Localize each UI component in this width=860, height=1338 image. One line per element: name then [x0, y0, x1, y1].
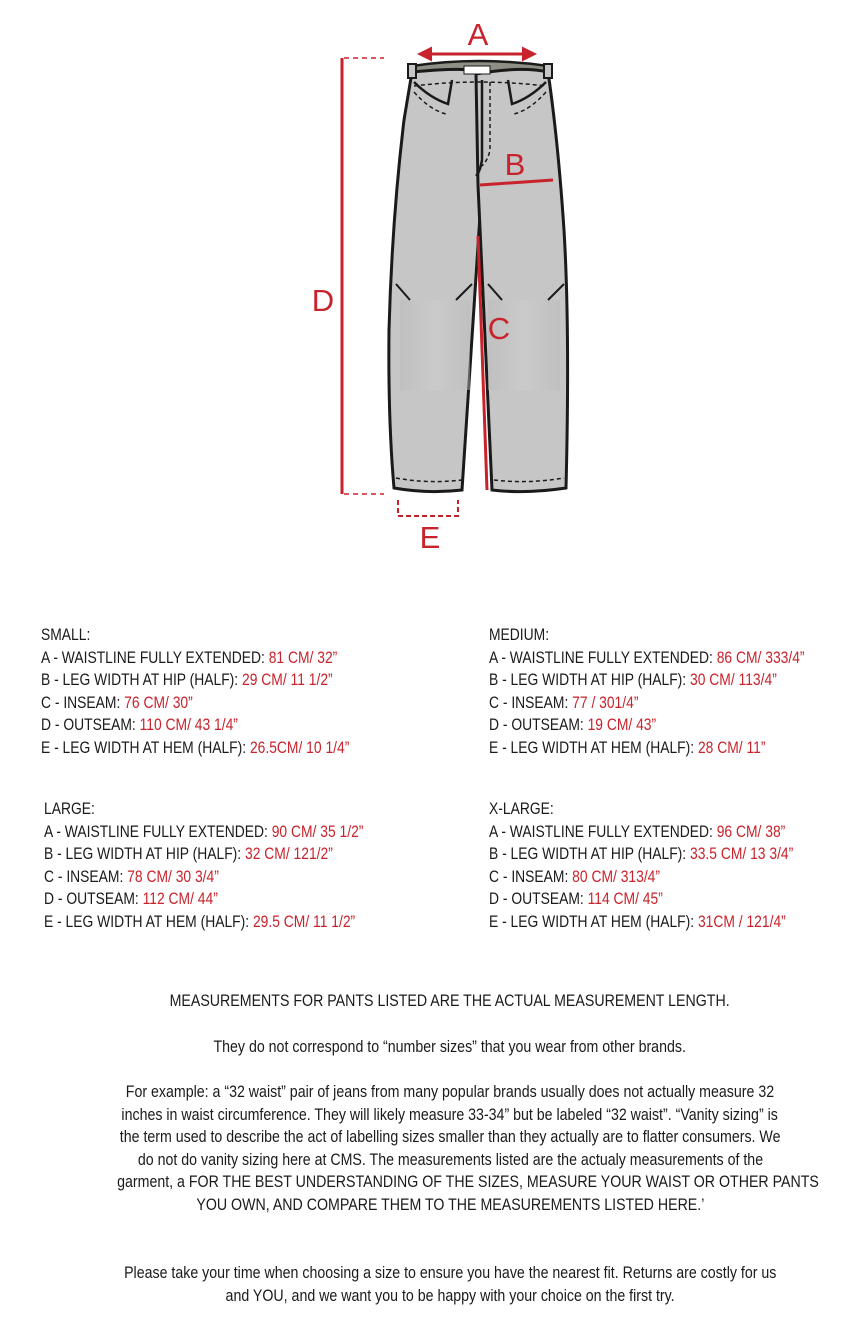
measurement-row-d	[44, 888, 363, 911]
measurement-row-b	[41, 669, 349, 692]
measurement-label: C - INSEAM:	[489, 867, 573, 886]
measurement-label: A - WAISTLINE FULLY EXTENDED:	[41, 648, 269, 667]
belt-loop-left	[408, 64, 416, 78]
size-title-medium: MEDIUM:	[489, 626, 550, 644]
measurement-value: 112 CM/ 44”	[142, 890, 218, 909]
knee-shade-left	[400, 300, 470, 390]
size-title-small: SMALL:	[41, 626, 91, 644]
measurement-row-c	[44, 866, 363, 889]
measurement-row-a	[489, 821, 793, 844]
measurement-value: 78 CM/ 30 3/4”	[127, 867, 219, 886]
measurement-label: D - OUTSEAM:	[41, 716, 140, 735]
measurement-value: 81 CM/ 32”	[268, 648, 338, 667]
measurement-row-e	[44, 911, 363, 934]
measurement-row-e	[41, 737, 349, 760]
measurement-label: B - LEG WIDTH AT HIP (HALF):	[489, 845, 691, 864]
measurement-value: 80 CM/ 313/4”	[572, 867, 661, 886]
closing-line: Please take your time when choosing a size to ensure you have the nearest fit. Returns are costly for us	[123, 1264, 777, 1282]
size-title-xlarge: X-LARGE:	[489, 800, 554, 818]
measurement-value: 32 CM/ 121/2”	[245, 845, 333, 864]
label-a: A	[467, 17, 489, 52]
pants-left-leg	[389, 69, 482, 491]
measurement-label: E - LEG WIDTH AT HEM (HALF):	[489, 912, 698, 931]
measurement-row-b	[489, 843, 793, 866]
measurement-value: 29 CM/ 11 1/2”	[242, 671, 333, 690]
measurement-label: B - LEG WIDTH AT HIP (HALF):	[44, 845, 246, 864]
closing-line: and YOU, and we want you to be happy with your choice on the first try.	[225, 1286, 675, 1305]
measurement-value: 31CM / 121/4”	[697, 912, 786, 931]
measurement-label: E - LEG WIDTH AT HEM (HALF):	[44, 912, 253, 931]
guide-e-hem-bracket	[398, 500, 458, 516]
closing-paragraph	[60, 1262, 840, 1307]
example-line: the term used to describe the act of labelling sizes smaller than they actually are to flatter consumers. We	[119, 1128, 781, 1147]
waistband-tag	[464, 66, 490, 74]
measurement-label: E - LEG WIDTH AT HEM (HALF):	[41, 738, 250, 757]
measurement-row-a	[44, 821, 363, 844]
measurement-row-d	[489, 888, 793, 911]
measurement-label: A - WAISTLINE FULLY EXTENDED:	[44, 822, 272, 841]
label-d: D	[311, 283, 335, 318]
measurement-label: B - LEG WIDTH AT HIP (HALF):	[489, 671, 691, 690]
measurement-value: 90 CM/ 35 1/2”	[271, 822, 364, 841]
heading-text: MEASUREMENTS FOR PANTS LISTED ARE THE ACTUAL MEASUREMENT LENGTH.	[169, 992, 731, 1010]
measurement-label: C - INSEAM:	[44, 867, 128, 886]
measurement-label: A - WAISTLINE FULLY EXTENDED:	[489, 648, 717, 667]
pants-measurement-diagram	[0, 0, 860, 560]
measurement-label: D - OUTSEAM:	[489, 890, 588, 909]
size-title-large: LARGE:	[44, 800, 95, 818]
measurement-label: C - INSEAM:	[489, 693, 573, 712]
label-e: E	[419, 520, 441, 555]
example-line: garment, a FOR THE BEST UNDERSTANDING OF THE SIZES, MEASURE YOUR WAIST OR OTHER PANTS	[117, 1173, 819, 1192]
measurement-row-e	[489, 911, 793, 934]
measurement-value: 29.5 CM/ 11 1/2”	[252, 912, 356, 931]
size-block-medium	[489, 624, 805, 760]
size-block-small	[41, 624, 349, 760]
measurement-value: 76 CM/ 30”	[124, 693, 193, 712]
measurement-heading	[60, 990, 840, 1013]
measurement-label: B - LEG WIDTH AT HIP (HALF):	[41, 671, 243, 690]
disclaimer-text: They do not correspond to “number sizes” that you wear from other brands.	[213, 1038, 687, 1056]
size-block-large	[44, 798, 363, 934]
example-line: For example: a “32 waist” pair of jeans from many popular brands usually does not actually measure 32	[125, 1083, 775, 1101]
measurement-row-e	[489, 737, 805, 760]
measurement-row-d	[489, 714, 805, 737]
measurement-value: 30 CM/ 113/4”	[690, 671, 777, 690]
example-line: YOU OWN, AND COMPARE THEM TO THE MEASUREMENTS LISTED HERE.’	[195, 1195, 705, 1214]
example-line: do not do vanity sizing here at CMS. The measurements listed are the actualy measurements of the	[137, 1150, 763, 1169]
measurement-row-d	[41, 714, 349, 737]
belt-loop-right	[544, 64, 552, 78]
size-block-xlarge	[489, 798, 793, 934]
measurement-row-b	[489, 669, 805, 692]
measurement-value: 114 CM/ 45”	[587, 890, 663, 909]
measurement-row-c	[489, 866, 793, 889]
measurement-label: A - WAISTLINE FULLY EXTENDED:	[489, 822, 717, 841]
vanity-disclaimer	[60, 1036, 840, 1059]
example-line: inches in waist circumference. They will likely measure 33-34” but be labeled “32 waist”. “Vanity sizing” is	[121, 1105, 779, 1124]
measurement-label: D - OUTSEAM:	[489, 716, 588, 735]
measurement-row-b	[44, 843, 363, 866]
measurement-row-a	[41, 647, 349, 670]
measurement-value: 33.5 CM/ 13 3/4”	[690, 845, 794, 864]
measurement-value: 77 / 301/4”	[572, 693, 639, 712]
measurement-row-a	[489, 647, 805, 670]
label-b: B	[504, 147, 526, 182]
measurement-value: 28 CM/ 11”	[697, 738, 766, 757]
measurement-label: D - OUTSEAM:	[44, 890, 143, 909]
measurement-value: 110 CM/ 43 1/4”	[139, 716, 238, 735]
measurement-row-c	[489, 692, 805, 715]
measurement-row-c	[41, 692, 349, 715]
measurement-value: 86 CM/ 333/4”	[716, 648, 805, 667]
measurement-label: C - INSEAM:	[41, 693, 125, 712]
measurement-value: 96 CM/ 38”	[716, 822, 786, 841]
measurement-value: 19 CM/ 43”	[587, 716, 657, 735]
measurement-label: E - LEG WIDTH AT HEM (HALF):	[489, 738, 698, 757]
example-paragraph	[60, 1081, 840, 1217]
label-c: C	[487, 311, 511, 346]
measurement-value: 26.5CM/ 10 1/4”	[249, 738, 350, 757]
